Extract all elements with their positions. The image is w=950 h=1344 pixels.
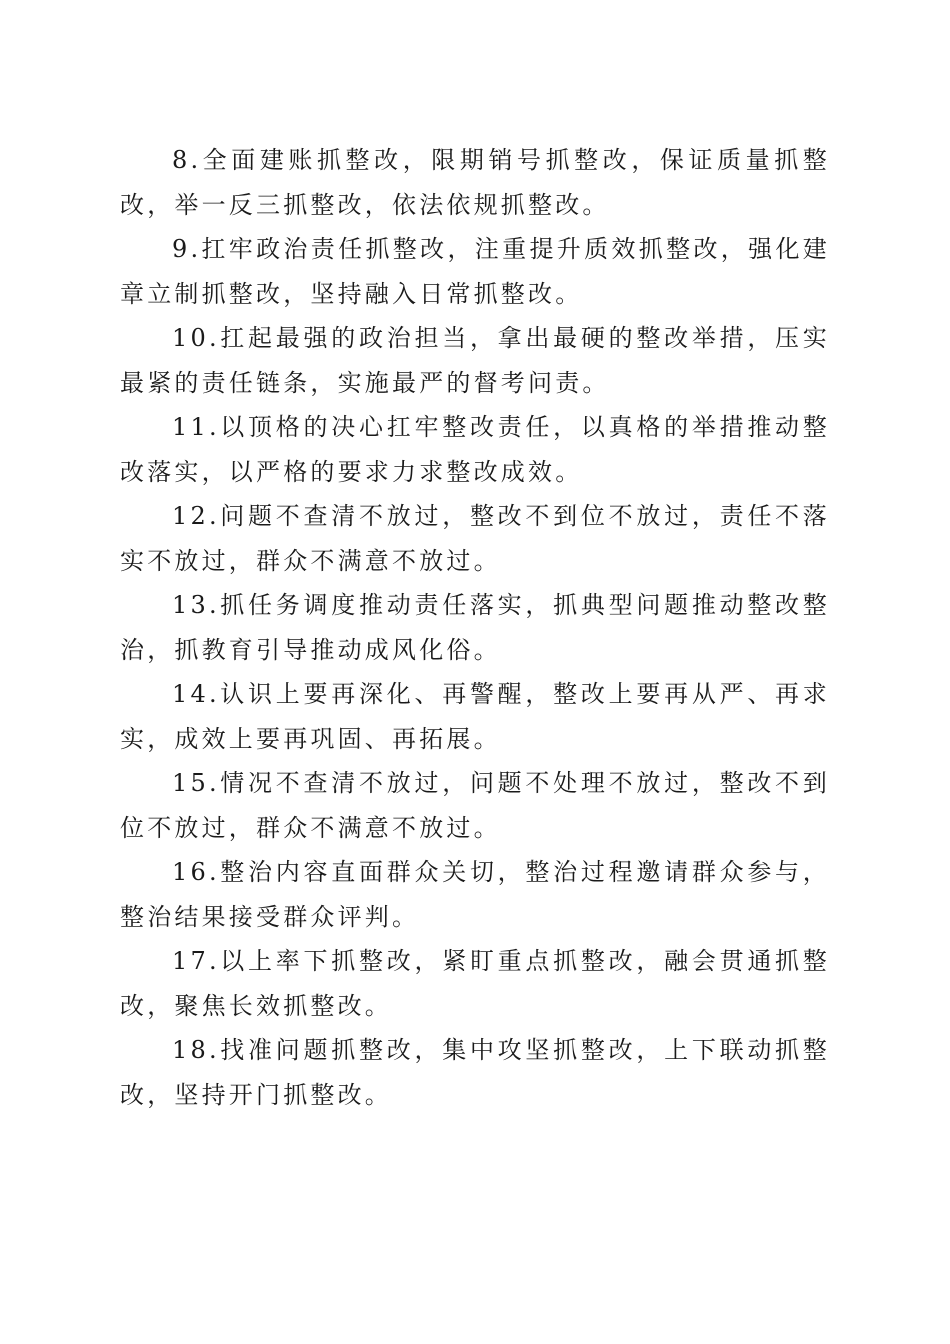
paragraph-15: 15.情况不查清不放过，问题不处理不放过，整改不到位不放过，群众不满意不放过。	[120, 769, 830, 842]
paragraph-13: 13.抓任务调度推动责任落实，抓典型问题推动整改整治，抓教育引导推动成风化俗。	[120, 591, 830, 664]
paragraph-8: 8.全面建账抓整改，限期销号抓整改，保证质量抓整改，举一反三抓整改，依法依规抓整改。	[120, 146, 830, 219]
document-body	[120, 138, 830, 1117]
paragraph-10: 10.扛起最强的政治担当，拿出最硬的整改举措，压实最紧的责任链条，实施最严的督考问责。	[120, 324, 830, 397]
paragraph-12: 12.问题不查清不放过，整改不到位不放过，责任不落实不放过，群众不满意不放过。	[120, 502, 830, 575]
paragraph-11: 11.以顶格的决心扛牢整改责任，以真格的举措推动整改落实，以严格的要求力求整改成效。	[120, 413, 830, 486]
paragraph-17: 17.以上率下抓整改，紧盯重点抓整改，融会贯通抓整改，聚焦长效抓整改。	[120, 947, 830, 1020]
paragraph-16: 16.整治内容直面群众关切，整治过程邀请群众参与，整治结果接受群众评判。	[120, 858, 830, 931]
paragraph-18: 18.找准问题抓整改，集中攻坚抓整改，上下联动抓整改，坚持开门抓整改。	[120, 1036, 830, 1109]
paragraph-14: 14.认识上要再深化、再警醒，整改上要再从严、再求实，成效上要再巩固、再拓展。	[120, 680, 830, 753]
paragraph-9: 9.扛牢政治责任抓整改，注重提升质效抓整改，强化建章立制抓整改，坚持融入日常抓整改。	[120, 235, 830, 308]
